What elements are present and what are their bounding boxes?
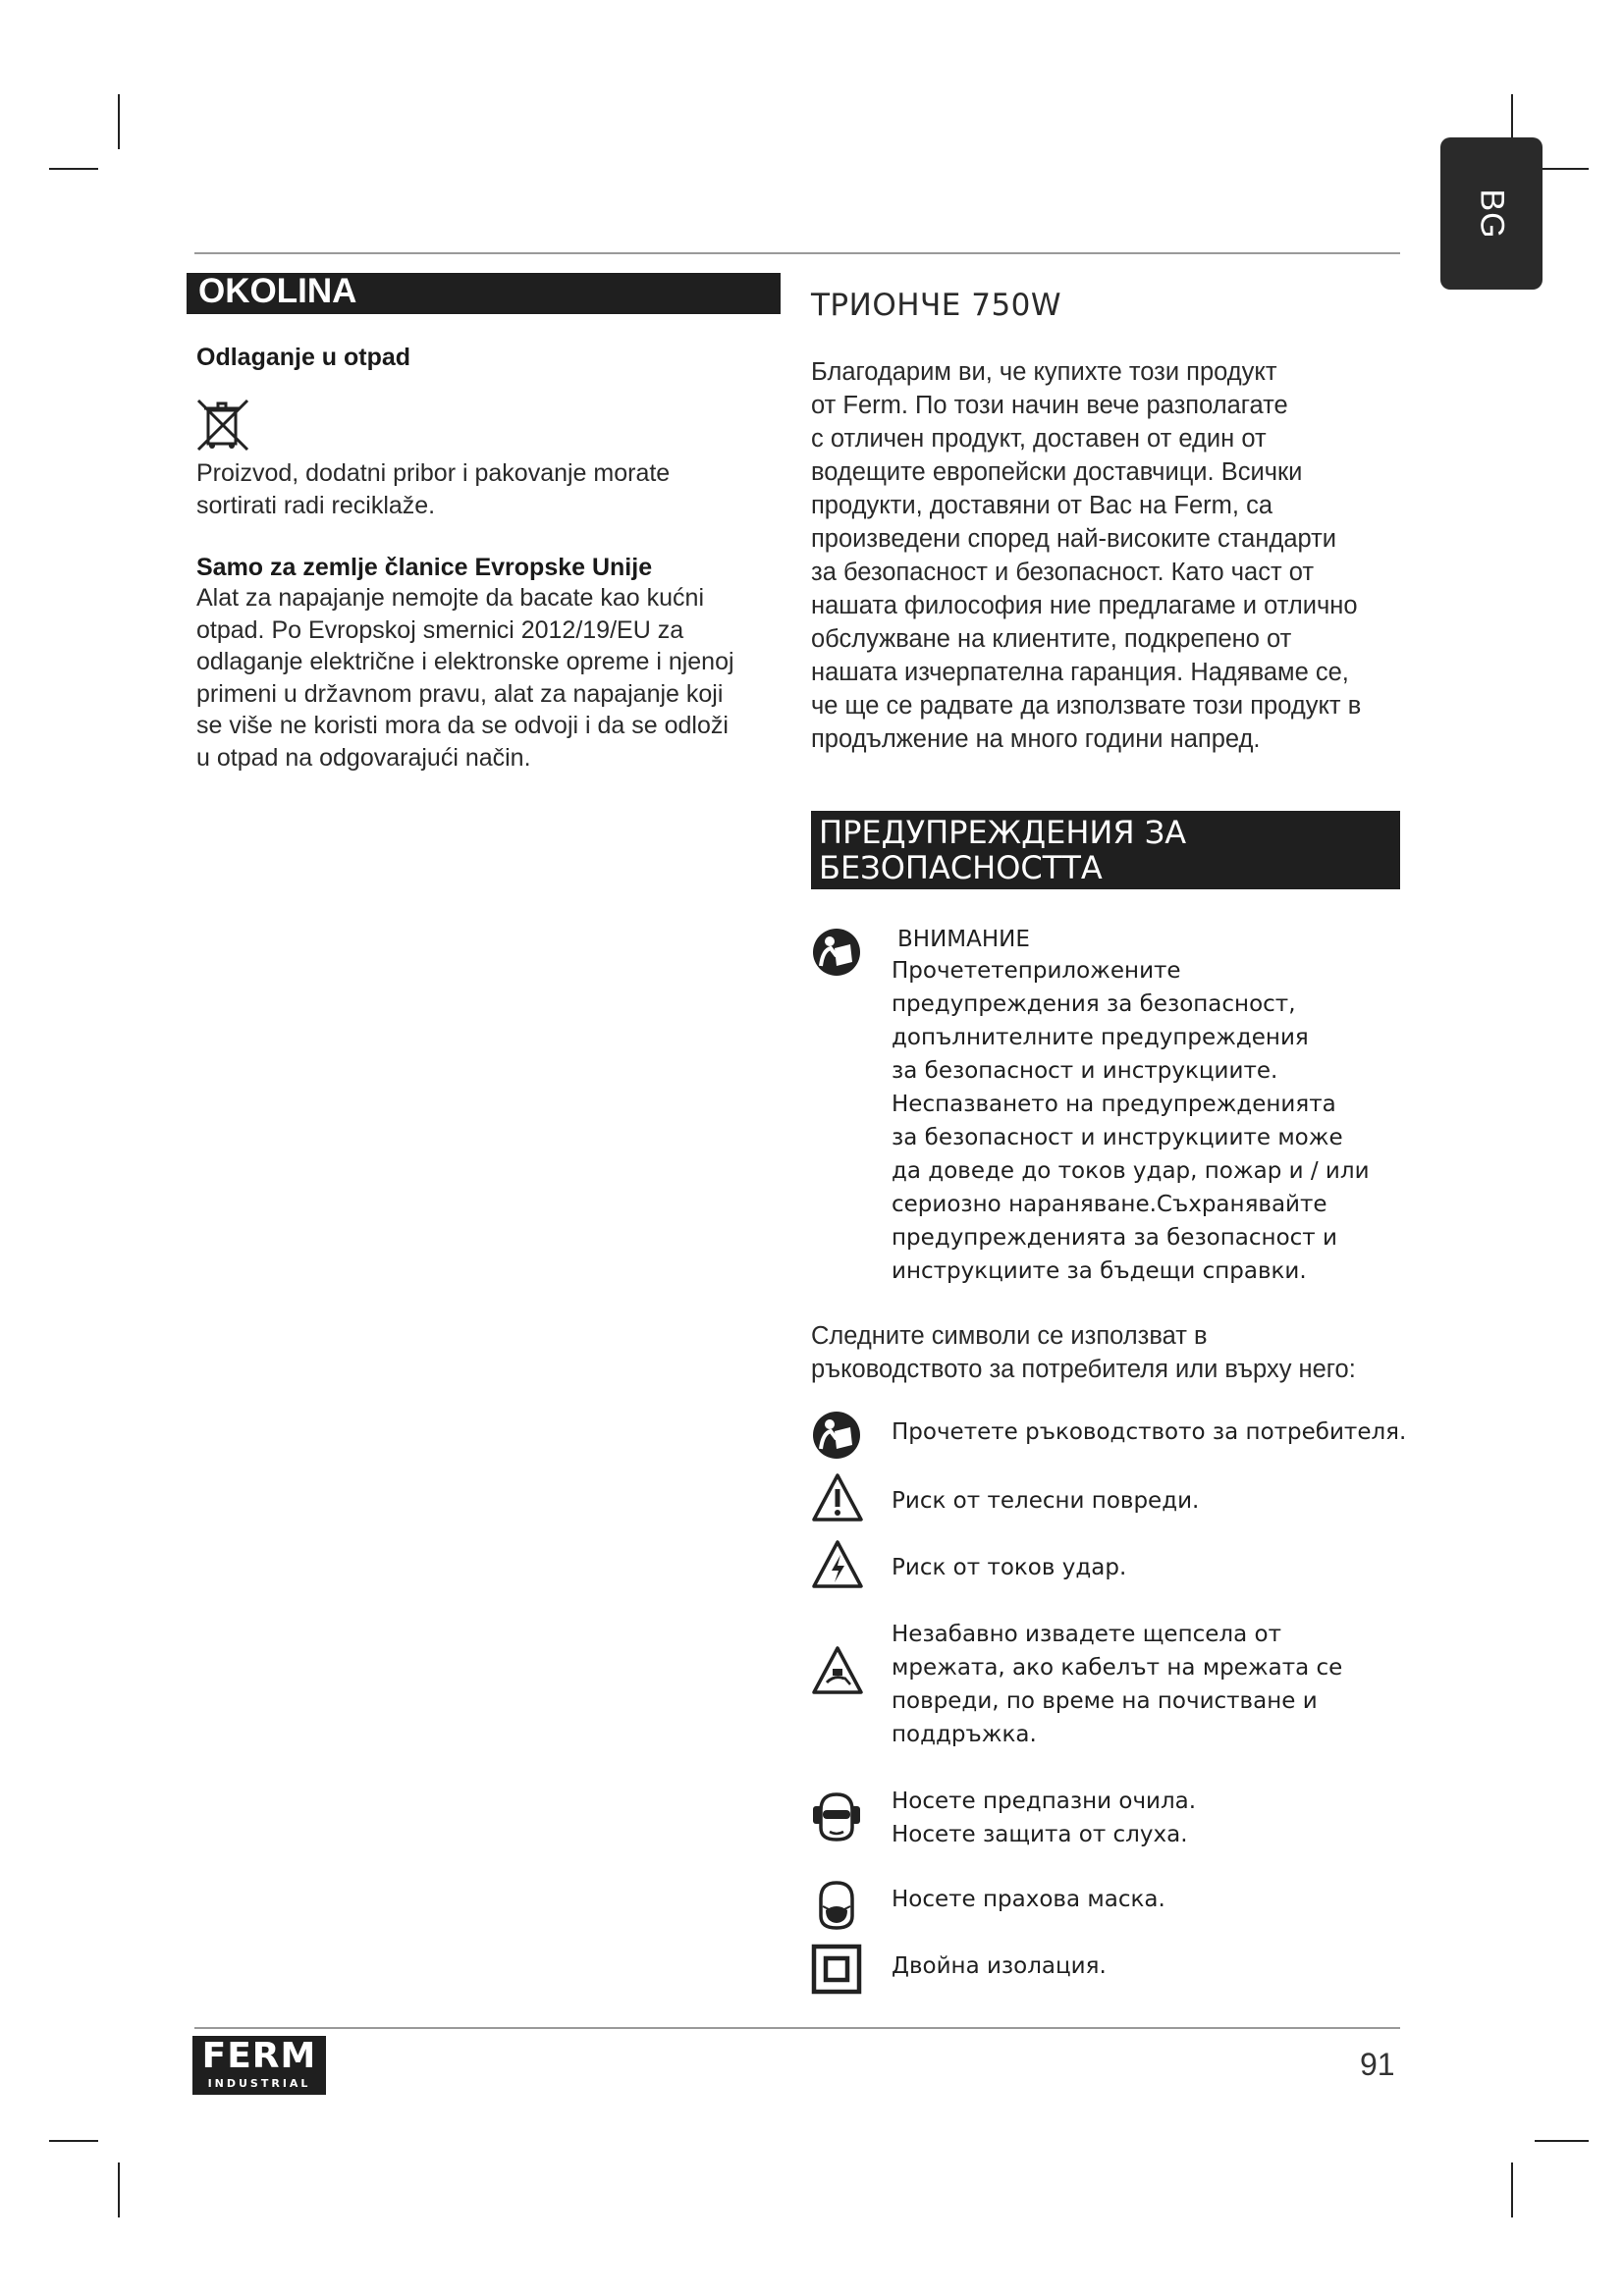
- safety-title-line: БЕЗОПАСНОСТТА: [819, 849, 1103, 886]
- crop-mark: [49, 168, 98, 170]
- symbol-text: [892, 1949, 1107, 1983]
- text-line: Носете прахова маска.: [892, 1887, 1165, 1912]
- symbol-text: [892, 1883, 1165, 1916]
- read-manual-icon: [811, 1410, 862, 1461]
- text-line: Неспазването на предупрежденията: [892, 1092, 1336, 1117]
- text-line: Двойна изолация.: [892, 1953, 1107, 1979]
- injury-warning-icon: [811, 1472, 864, 1523]
- logo-main-text: FERM: [201, 2036, 317, 2076]
- text-line: primeni u državnom pravu, alat za napajanje koji: [196, 679, 724, 708]
- text-line: водещите европейски доставчици. Всички: [811, 458, 1303, 486]
- symbol-text: [892, 1551, 1126, 1584]
- text-line: Незабавно извадете щепсела от: [892, 1622, 1281, 1647]
- text-line: Прочететеприложените: [892, 958, 1181, 984]
- text-line: че ще се радвате да използвате този продукт в: [811, 692, 1362, 720]
- text-line: продължение на много години напред.: [811, 725, 1261, 753]
- language-tab-label: BG: [1473, 187, 1511, 240]
- unplug-icon: [811, 1645, 864, 1696]
- text-line: Proizvod, dodatni pribor i pakovanje morate: [196, 459, 671, 487]
- symbols-intro: [811, 1319, 1420, 1386]
- section-title: OKOLINA: [198, 272, 357, 310]
- symbol-text: [892, 1785, 1196, 1851]
- text-line: Прочетете ръководството за потребителя.: [892, 1419, 1407, 1445]
- disposal-heading: Odlaganje u otpad: [196, 344, 411, 371]
- symbol-text: [892, 1415, 1406, 1449]
- page-number: 91: [1360, 2047, 1395, 2082]
- symbol-text: [892, 1618, 1342, 1751]
- text-line: за безопасност и инструкциите може: [892, 1125, 1343, 1150]
- eu-heading: Samo za zemlje članice Evropske Unije: [196, 554, 653, 581]
- text-line: Риск от токов удар.: [892, 1555, 1127, 1580]
- text-line: Следните символи се използват в: [811, 1322, 1208, 1350]
- text-line: произведени според най-високите стандарти: [811, 525, 1337, 553]
- crop-mark: [118, 2163, 120, 2217]
- language-tab: [1440, 137, 1543, 290]
- text-line: odlaganje električne i elektronske opreme i njenoj: [196, 648, 734, 675]
- dust-mask-icon: [811, 1877, 862, 1932]
- symbol-text: [892, 1484, 1199, 1518]
- attention-text: [892, 954, 1370, 1288]
- crop-mark: [1511, 2163, 1513, 2217]
- text-line: Риск от телесни повреди.: [892, 1488, 1200, 1514]
- disposal-text: [196, 457, 776, 521]
- text-line: за безопасност и инструкциите.: [892, 1058, 1278, 1084]
- text-line: ръководството за потребителя или върху него:: [811, 1356, 1356, 1383]
- read-manual-icon: [811, 927, 862, 978]
- section-title-bar: [187, 273, 781, 314]
- text-line: от Ferm. По този начин вече разполагате: [811, 392, 1288, 419]
- eu-text: [196, 582, 776, 774]
- text-line: допълнителните предупреждения: [892, 1025, 1309, 1050]
- text-line: за безопасност и безопасност. Като част от: [811, 559, 1315, 586]
- text-line: предупрежденията за безопасност и: [892, 1225, 1337, 1251]
- text-line: инструкциите за бъдещи справки.: [892, 1258, 1307, 1284]
- crop-mark: [118, 94, 120, 149]
- safety-title: [819, 815, 1186, 885]
- safety-title-bar: [811, 811, 1400, 889]
- text-line: мрежата, ако кабелът на мрежата се: [892, 1655, 1343, 1681]
- text-line: Alat za napajanje nemojte da bacate kao kućni: [196, 584, 705, 612]
- text-line: обслужване на клиентите, подкрепено от: [811, 625, 1292, 653]
- text-line: да доведе до токов удар, пожар и / или: [892, 1158, 1370, 1184]
- text-line: повреди, по време на почистване и: [892, 1688, 1318, 1714]
- crop-mark: [49, 2140, 98, 2142]
- text-line: нашата изчерпателна гаранция. Надяваме се,: [811, 659, 1349, 686]
- header-rule: [194, 252, 1400, 254]
- text-line: u otpad na odgovarajući način.: [196, 743, 531, 772]
- text-line: с отличен продукт, доставен от един от: [811, 425, 1267, 453]
- electric-shock-icon: [811, 1539, 864, 1590]
- crop-mark: [1535, 168, 1589, 170]
- text-line: Носете предпазни очила.: [892, 1789, 1197, 1814]
- text-line: Благодарим ви, че купихте този продукт: [811, 358, 1277, 386]
- goggles-ear-protection-icon: [811, 1789, 862, 1843]
- logo-sub-text: INDUSTRIAL: [207, 2077, 311, 2090]
- crossed-bin-icon: [192, 395, 251, 454]
- double-insulation-icon: [811, 1944, 862, 1995]
- crop-mark: [1535, 2140, 1589, 2142]
- safety-title-line: ПРЕДУПРЕЖДЕНИЯ ЗА: [819, 814, 1187, 851]
- text-line: нашата философия ние предлагаме и отлично: [811, 592, 1358, 619]
- text-line: se više ne koristi mora da se odvoji i da se odloži: [196, 712, 729, 739]
- text-line: sortirati radi reciklaže.: [196, 491, 436, 519]
- attention-heading: ВНИМАНИЕ: [897, 927, 1030, 952]
- text-line: продукти, доставяни от Вас на Ferm, са: [811, 492, 1272, 519]
- product-title: ТРИОНЧЕ 750W: [811, 288, 1062, 323]
- text-line: otpad. Po Evropskoj smernici 2012/19/EU za: [196, 615, 684, 644]
- text-line: предупреждения за безопасност,: [892, 991, 1296, 1017]
- text-line: Носете защита от слуха.: [892, 1822, 1188, 1847]
- ferm-logo: [192, 2036, 326, 2095]
- text-line: поддръжка.: [892, 1722, 1037, 1747]
- text-line: сериозно нараняване.Съхранявайте: [892, 1192, 1327, 1217]
- footer-rule: [194, 2027, 1400, 2029]
- intro-text: [811, 355, 1420, 756]
